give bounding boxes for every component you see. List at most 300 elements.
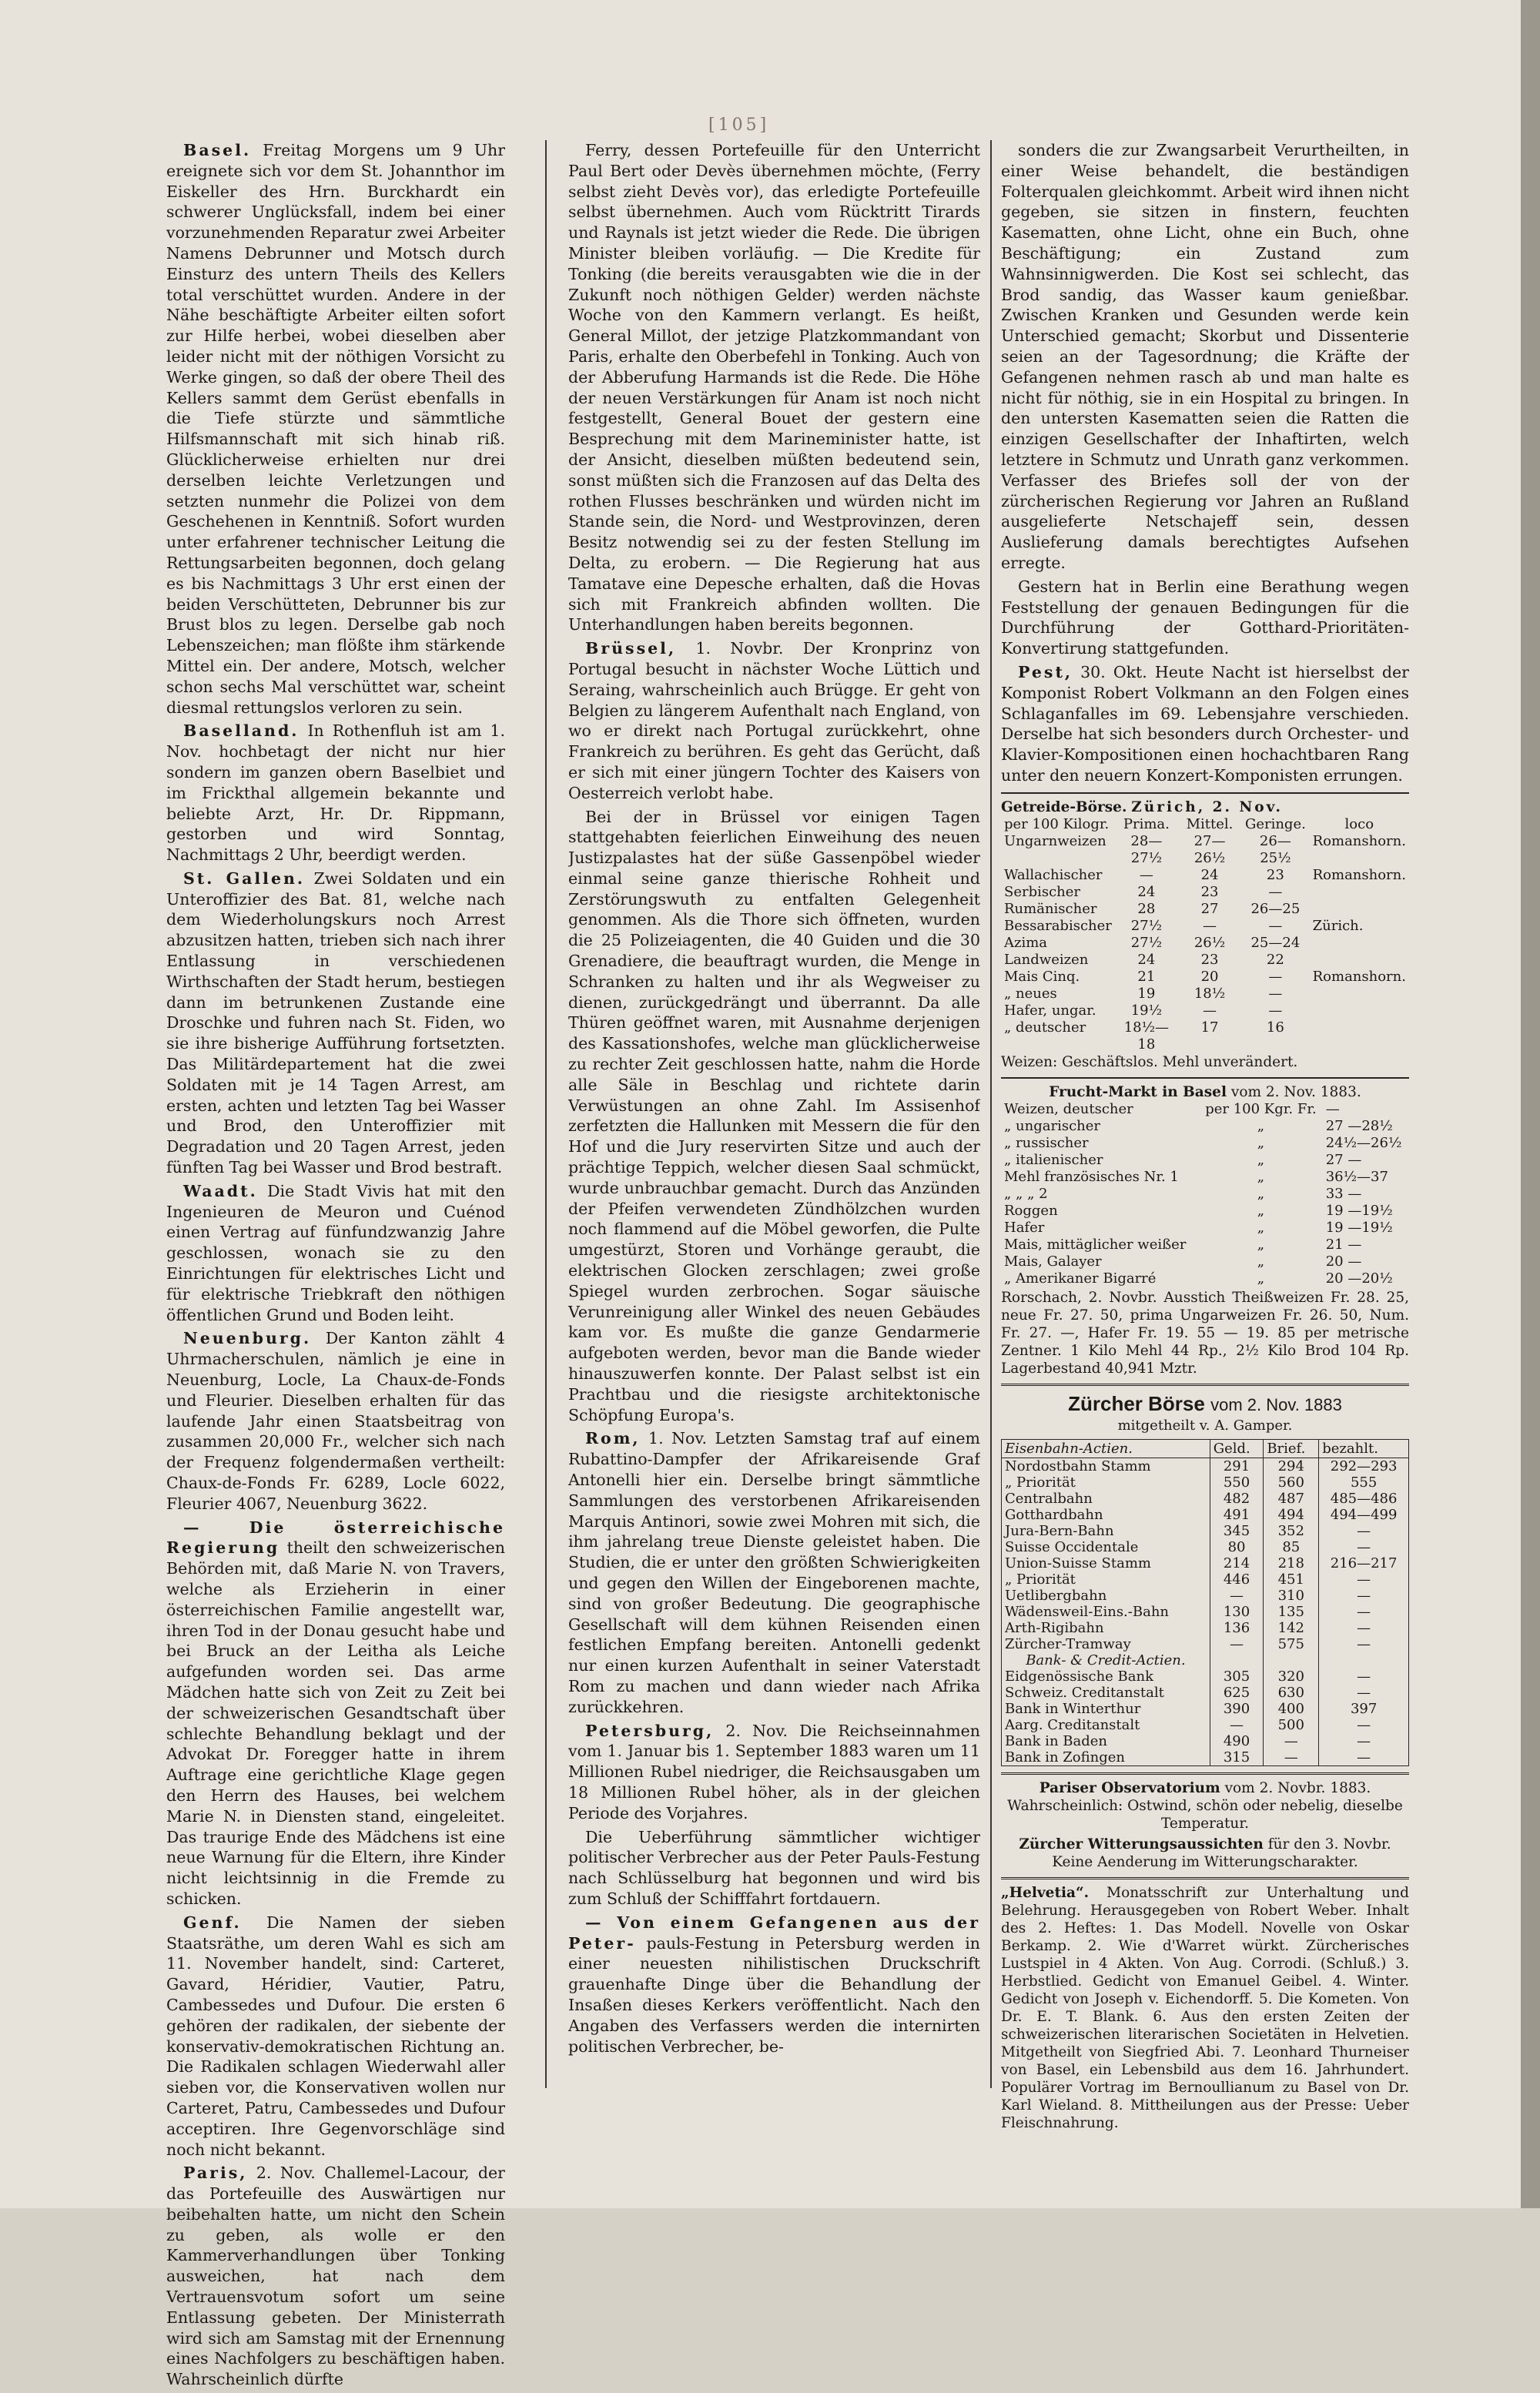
table-row [1002, 1717, 1409, 1733]
article-text: Freitag Morgens um 9 Uhr ereignete sich vor dem St. Johannthor im Eiskeller des Hrn. Burckhardt ein schwerer Unglücksfall, indem bei einer vorzunehmenden Reparatur zwei Arbeiter Namens Debrunner und Motsch durch Einsturz des untern Theils des Kellers total verschüttet wurden. Andere in der Nähe beschäftigte Arbeiter eilten sofort zur Hilfe herbei, wobei dieselben aber leider nicht mit der nöthigen Vorsicht zu Werke gingen, so daß der obere Theil des Kellers sammt dem Gerüst ebenfalls in die Tiefe stürzte und sämmtliche Hilfsmannschaft mit sich hinab riß. Glücklicherweise erhielten nur drei derselben leichte Verletzungen und setzten nunmehr die Polizei von dem Geschehenen in Kenntniß. Sofort wurden unter erfahrener technischer Leitung die Rettungsarbeiten begonnen, doch gelang es bis Nachmittags 3 Uhr erst einen der beiden Verschütteten, Debrunner bis zur Brust blos zu legen. Derselbe gab noch Lebenszeichen; man flößte ihm stärkende Mittel ein. Der andere, Motsch, welcher schon sechs Mal verschüttet war, scheint diesmal rettungslos verloren zu sein. [166, 141, 505, 717]
article-text: 2. Nov. Challemel-Lacour, der das Portefeuille des Auswärtigen nur beibehalten hatte, um nicht den Schein zu geben, als wolle er den Kammerverhandlungen über Tonking ausweichen, hat nach dem Vertrauensvotum sofort um seine Entlassung gebeten. Der Ministerrath wird sich am Samstag mit der Ernennung eines Nachfolgers zu beschäftigen haben. Wahrscheinlich dürfte [166, 2164, 505, 2389]
table-row [1001, 867, 1409, 884]
table-cell: 26—25½ [1259, 832, 1291, 866]
article-paragraph [166, 1518, 505, 1909]
table-row [1002, 1733, 1409, 1749]
table-cell: — [1264, 1749, 1319, 1766]
table-cell: Ungarnweizen [1004, 832, 1106, 849]
table-row [1002, 1685, 1409, 1701]
table-cell: „ [1257, 1253, 1265, 1270]
table-cell: Hafer, ungar. [1004, 1002, 1096, 1019]
frucht-title: Frucht-Markt in Basel [1049, 1083, 1227, 1100]
table-row [1001, 1203, 1409, 1220]
table-cell: Zürcher-Tramway [1002, 1636, 1210, 1652]
table-cell: 19 [1137, 985, 1156, 1002]
table-cell: — [1319, 1717, 1409, 1733]
table-cell: — [1210, 1588, 1264, 1604]
table-cell: 490 [1210, 1733, 1264, 1749]
table-cell: 397 [1319, 1701, 1409, 1717]
divider [1001, 1772, 1409, 1775]
table-cell: Geringe. [1244, 815, 1306, 832]
table-cell: „ [1257, 1202, 1265, 1219]
divider [1001, 1877, 1409, 1879]
table-cell: — [1139, 866, 1153, 883]
helvetia-text: Monatsschrift zur Unterhaltung und Belehrung. Herausgegeben von Robert Weber. Inhalt des 2. Heftes: 1. Das Modell. Novelle von Oskar Berkamp. 2. Wie d'Warret würkt. Zürcherisches Lustspiel in 4 Akten. Von Aug. Corrodi. (Schluß.) 3. Herbstlied. Gedicht von Emanuel Geibel. 4. Winter. Gedicht von Joseph v. Eichendorff. 5. Die Kometen. Von Dr. E. T. Blank. 6. Aus den ersten Zeiten der schweizerischen literarischen Societäten in Helvetien. Mitgetheilt von Siegfried Abi. 7. Leonhard Thurneiser von Basel, ein Lebensbild aus dem 16. Jahrhundert. Populärer Vortrag im Bernoullianum zu Basel von Dr. Karl Wieland. 8. Mittheilungen aus der Presse: Ueber Fleischnahrung. [1001, 1885, 1409, 2132]
table-cell: 575 [1264, 1636, 1319, 1652]
table-cell: 487 [1264, 1491, 1319, 1507]
table-cell: 136 [1210, 1620, 1264, 1636]
table-cell: „ [1257, 1270, 1265, 1287]
table-cell: — [1319, 1668, 1409, 1685]
table-cell: 135 [1264, 1604, 1319, 1620]
table-cell: Bank in Winterthur [1002, 1701, 1210, 1717]
page-number: [105] [708, 115, 770, 135]
table-cell: 446 [1210, 1571, 1264, 1588]
table-row [1001, 901, 1409, 918]
article-text: Bei der in Brüssel vor einigen Tagen stattgehabten feierlichen Einweihung des neuen Justizpalastes hat der süße Gassenpöbel wieder einmal seine ganze thierische Rohheit und Zerstörungswuth zu entfalten Gelegenheit genommen. Als die Thore sich öffneten, wurden die 25 Polizeiagenten, die 40 Guiden und die 30 Grenadiere, die beauftragt wurden, die Menge in Schranken zu halten und ihr als Wegweiser zu dienen, zurückgedrängt und überrannt. Da alle Thüren geöffnet waren, mit Ausnahme derjenigen des Kassationshofes, welche man glücklicherweise zu rechter Zeit geschlossen hatte, nahm die Horde alle Säle in Beschlag und richtete darin Verwüstungen an ohne Zahl. Im Assisenhof zerfetzten die Hallunken mit Messern die für den Hof und die Jury reservirten Sitze und auch der prächtige Teppich, welcher diesen Saal schmückt, wurde unbrauchbar gemacht. Durch das Anzünden der Pfeifen verwendeten Zündhölzchen wurden noch flammend auf die Möbel geworfen, die Pulte umgestürzt, Storen und Vorhänge geraubt, die elektrischen Glocken zerschlagen; zwei große Spiegel wurden zerbrochen. Sogar säuische Verunreinigung aller Winkel des neuen Gebäudes kam vor. Es mußte die ganze Gendarmerie aufgeboten werden, bevor man die Bande wieder hinauszuwerfen konnte. Der Palast selbst ist ein Prachtbau und die riesigste architektonische Schöpfung Europa's. [568, 807, 980, 1424]
table-cell: 625 [1210, 1685, 1264, 1701]
table-row [1001, 1118, 1409, 1135]
table-cell: Schweiz. Creditanstalt [1002, 1685, 1210, 1701]
table-cell: — [1319, 1604, 1409, 1620]
table-cell [1264, 1652, 1319, 1668]
table-cell: 310 [1264, 1588, 1319, 1604]
table-cell: Wädensweil-Eins.-Bahn [1002, 1604, 1210, 1620]
table-cell: 23 [1200, 883, 1219, 900]
table-cell: 23 [1266, 866, 1284, 883]
boerse-table [1001, 1439, 1409, 1766]
table-cell: Gotthardbahn [1002, 1507, 1210, 1523]
table-cell: per 100 Kgr. Fr. [1205, 1100, 1317, 1117]
table-cell: — [1268, 1002, 1283, 1019]
table-cell: „ „ „ 2 [1004, 1185, 1048, 1202]
helvetia-notice [1001, 1884, 1409, 2132]
article-paragraph [568, 140, 980, 635]
table-cell: — [1319, 1733, 1409, 1749]
table-cell: „ italienischer [1004, 1151, 1103, 1168]
table-cell: 218 [1264, 1555, 1319, 1571]
table-row [1001, 1169, 1409, 1186]
table-cell: 20 — [1325, 1253, 1362, 1270]
witterung-title: Zürcher Witterungsaussichten [1019, 1836, 1264, 1853]
table-row [1002, 1458, 1409, 1475]
table-cell: Wallachischer [1004, 866, 1103, 883]
table-row [1002, 1701, 1409, 1717]
table-cell: 550 [1210, 1474, 1264, 1491]
table-row [1002, 1474, 1409, 1491]
article-paragraph [166, 140, 505, 718]
table-row [1002, 1749, 1409, 1766]
table-row [1001, 1220, 1409, 1237]
table-cell: — [1264, 1733, 1319, 1749]
table-cell: loco [1344, 815, 1374, 832]
table-cell: — [1203, 1002, 1217, 1019]
column-3 [1001, 140, 1409, 2132]
table-cell: Mais, Galayer [1004, 1253, 1102, 1270]
article-dateline: Basel. [183, 141, 252, 159]
article-paragraph [166, 1181, 505, 1326]
section-row [1002, 1652, 1409, 1668]
table-cell: 24½—26½ [1325, 1134, 1402, 1151]
table-row [1001, 1186, 1409, 1203]
table-cell: Romanshorn. [1312, 968, 1406, 985]
table-cell: Azima [1004, 934, 1048, 951]
article-dateline: Brüssel, [585, 639, 677, 658]
table-cell: 27 —28½ [1325, 1117, 1393, 1134]
table-cell: 216—217 [1319, 1555, 1409, 1571]
table-row [1002, 1539, 1409, 1555]
table-cell: 555 [1319, 1474, 1409, 1491]
table-row [1001, 1270, 1409, 1287]
article-paragraph [166, 1328, 505, 1514]
table-row [1001, 833, 1409, 867]
table-row [1001, 816, 1409, 833]
column-header: Brief. [1264, 1440, 1319, 1458]
table-cell: — [1319, 1636, 1409, 1652]
article-dateline: — Die österreichische Regierung [166, 1518, 505, 1558]
article-dateline: Petersburg, [585, 1721, 715, 1740]
table-row [1002, 1604, 1409, 1620]
witterung-date: für den 3. Novbr. [1267, 1836, 1391, 1853]
table-cell: 85 [1264, 1539, 1319, 1555]
table-cell: Prima. [1123, 815, 1170, 832]
table-cell [1310, 952, 1409, 969]
table-cell: „ russischer [1004, 1134, 1089, 1151]
table-cell: — [1319, 1523, 1409, 1539]
article-text: In Rothenfluh ist am 1. Nov. hochbetagt der nicht nur hier sondern im ganzen obern Baselbiet und im Frickthal allgemein bekannte und beliebte Arzt, Hr. Dr. Rippmann, gestorben und wird Sonntag, Nachmittags 2 Uhr, beerdigt werden. [166, 721, 505, 865]
table-cell: 19 —19½ [1325, 1219, 1393, 1236]
article-text: pauls-Festung in Petersburg werden in einer neuesten nihilistischen Druckschrift grauenhafte Dinge über die Behandlung der Insaßen dieses Kerkers veröffentlicht. Nach den Angaben des Verfassers werden die internirten politischen Verbrecher, be- [568, 1933, 980, 2056]
article-dateline: Neuenburg. [183, 1329, 312, 1348]
table-cell [1310, 1019, 1409, 1053]
getreide-title: Getreide-Börse. [1001, 798, 1127, 815]
rorschach-report: Rorschach, 2. Novbr. Ausstich Theißweizen Fr. 28. 25, neue Fr. 27. 50, prima Ungarweizen Fr. 26. 50, Num. Fr. 27. —, Hafer Fr. 19. 55 — 19. 85 per metrische Zentner. 1 Kilo Mehl 44 Rp., 2½ Kilo Brod 104 Rp. Lagerbestand 40,941 Mztr. [1001, 1289, 1409, 1377]
table-cell: Bank in Zofingen [1002, 1749, 1210, 1766]
table-header-row [1002, 1440, 1409, 1458]
table-row [1002, 1636, 1409, 1652]
table-cell: 560 [1264, 1474, 1319, 1491]
article-dateline: St. Gallen. [183, 869, 306, 888]
table-row [1002, 1668, 1409, 1685]
table-cell: 18½ [1194, 985, 1226, 1002]
column-header: Geld. [1210, 1440, 1264, 1458]
table-cell: per 100 Kilogr. [1004, 815, 1110, 832]
article-text: Ferry, dessen Portefeuille für den Unterricht Paul Bert oder Devès übernehmen möchte, (Ferry selbst zieht Devès vor), das erledigte Portefeuille selbst übernehmen. Auch vom Rücktritt Tirards und Raynals ist jetzt wieder die Rede. Die übrigen Minister bleiben vorläufig. — Die Kredite für Tonking (die bereits verausgabten wie die in der Zukunft noch nöthigen Gelder) werden nächste Woche von den Kammern verlangt. Es heißt, General Millot, der jetzige Platzkommandant von Paris, erhalte den Oberbefehl in Tonking. Auch von der Abberufung Harmands ist die Rede. Die Höhe der neuen Verstärkungen für Anam ist noch nicht festgestellt, General Bouet der gestern eine Besprechung mit dem Marineminister hatte, ist der Ansicht, dieselben müßten bedeutend sein, sonst müßten sich die Franzosen auf das Delta des rothen Flusses beschränken und würden nicht im Stande sein, die Nord- und Westprovinzen, deren Besitz notwendig sei zu der festen Stellung im Delta, zu erobern. — Die Regierung hat aus Tamatave eine Depesche erhalten, daß die Hovas sich mit Frankreich abfinden wollten. Die Unterhandlungen haben bereits begonnen. [568, 141, 980, 634]
article-paragraph [1001, 662, 1409, 786]
table-cell: „ [1257, 1117, 1265, 1134]
table-cell: 352 [1264, 1523, 1319, 1539]
article-text: sonders die zur Zwangsarbeit Verurtheilten, in einer Weise behandelt, die beständigen Folterqualen gleichkommt. Arbeit wird ihnen nicht gegeben, sie sitzen in finstern, feuchten Kasematten, ohne Licht, ohne ein Buch, ohne Beschäftigung; ein Zustand zum Wahnsinnigwerden. Die Kost sei schlecht, das Brod sandig, das Wasser kaum genießbar. Zwischen Kranken und Gesunden werde kein Unterschied gemacht; Skorbut und Dissenterie seien an der Tagesordnung; die Kräfte der Gefangenen nehmen rasch ab und man halte es nicht für nöthig, sie in ein Hospital zu bringen. In den untersten Kasematten seien die Ratten die einzigen Gesellschafter der Inhaftirten, welch letztere in Schmutz und Unrath ganz verkommen. Verfasser des Briefes soll der von der zürcherischen Regierung vor Jahren an Rußland ausgelieferte Netschajeff sein, dessen Auslieferung damals berechtigtes Aufsehen erregte. [1001, 141, 1409, 572]
table-cell: 28 [1137, 900, 1156, 917]
table-cell: 27—26½ [1194, 832, 1226, 866]
table-cell: Suisse Occidentale [1002, 1539, 1210, 1555]
table-cell: 16 [1266, 1019, 1284, 1036]
observatorium [1001, 1779, 1409, 1871]
table-cell: „ ungarischer [1004, 1117, 1101, 1134]
table-cell: Uetlibergbahn [1002, 1588, 1210, 1604]
table-cell: 19½ [1130, 1002, 1163, 1019]
table-row [1002, 1555, 1409, 1571]
table-cell: „ neues [1004, 985, 1057, 1002]
column-header: Eisenbahn-Actien. [1002, 1440, 1210, 1458]
table-cell: Aarg. Creditanstalt [1002, 1717, 1210, 1733]
table-cell: 21 [1137, 968, 1156, 985]
table-cell: „ deutscher [1004, 1019, 1086, 1036]
divider [1001, 1384, 1409, 1386]
table-cell: „ Amerikaner Bigarré [1004, 1270, 1157, 1287]
article-dateline: Pest, [1018, 662, 1073, 681]
table-cell: — [1268, 883, 1283, 900]
table-cell: — [1268, 968, 1283, 985]
table-cell: „ Priorität [1002, 1474, 1210, 1491]
table-cell: — [1319, 1588, 1409, 1604]
table-cell: 36½—37 [1325, 1168, 1388, 1185]
article-text: theilt den schweizerischen Behörden mit, daß Marie N. von Travers, welche als Erzieherin in einer österreichischen Familie angestellt war, ihren Tod in der Donau gesucht habe und bei Bruck an der Leitha als Leiche aufgefunden worden sei. Das arme Mädchen hatte sich von Zeit zu Zeit bei der schweizerischen Gesandtschaft über schlechte Behandlung beklagt und der Advokat Dr. Foregger hatte in ihrem Auftrage eine gerichtliche Klage gegen den Herrn des Hauses, bei welchem Marie N. in Diensten stand, eingeleitet. Das traurige Ende des Mädchens ist eine neue Warnung für die Eltern, ihre Kinder nicht leichtsinnig in die Fremde zu schicken. [166, 1538, 505, 1908]
table-cell: — [1268, 917, 1283, 934]
article-text: Die Namen der sieben Staatsräthe, um deren Wahl es sich am 11. November handelt, sind: Carteret, Gavard, Héridier, Vautier, Patru, Cambessedes und Dufour. Die ersten 6 gehören der radikalen, der siebente der konservativ-demokratischen Richtung an. Die Radikalen schlagen Wiederwahl aller sieben vor, die Konservativen wollen nur Carteret, Patru, Cambessedes und Dufour acceptiren. Ihre Gegenvorschläge sind noch nicht bekannt. [166, 1913, 505, 2159]
table-cell: 630 [1264, 1685, 1319, 1701]
article-dateline: Waadt. [183, 1181, 258, 1200]
article-text: 1. Novbr. Der Kronprinz von Portugal besucht in nächster Woche Lüttich und Seraing, wahrscheinlich auch Brügge. Er geht von Belgien zu längerem Aufenthalt nach England, von wo er direkt nach Portugal zurückkehrt, ohne Frankreich zu berühren. Es geht das Gerücht, daß er sich mit einer jüngern Tochter des Kaisers von Oesterreich verlobt habe. [568, 639, 980, 802]
table-cell: 494—499 [1319, 1507, 1409, 1523]
table-cell: Union-Suisse Stamm [1002, 1555, 1210, 1571]
getreide-note: Weizen: Geschäftslos. Mehl unverändert. [1001, 1053, 1298, 1070]
table-cell: 20 —20½ [1325, 1270, 1393, 1287]
article-dateline: Genf. [183, 1913, 242, 1932]
table-cell: 25—24 [1250, 934, 1301, 951]
table-cell: 345 [1210, 1523, 1264, 1539]
table-cell: Hafer [1004, 1219, 1045, 1236]
table-cell: Zürich. [1312, 917, 1364, 934]
table-cell: 494 [1264, 1507, 1319, 1523]
table-row [1001, 952, 1409, 969]
table-cell: Mais Cinq. [1004, 968, 1080, 985]
table-cell: — [1268, 985, 1283, 1002]
table-cell: 400 [1264, 1701, 1319, 1717]
column-2 [568, 140, 980, 2060]
table-cell: — [1210, 1636, 1264, 1652]
table-cell: Centralbahn [1002, 1491, 1210, 1507]
table-cell: 292—293 [1319, 1458, 1409, 1475]
table-row [1002, 1491, 1409, 1507]
article-paragraph [1001, 140, 1409, 574]
table-cell: — [1319, 1571, 1409, 1588]
table-cell [1310, 935, 1409, 952]
table-row [1001, 1101, 1409, 1118]
table-cell: Mehl französisches Nr. 1 [1004, 1168, 1179, 1185]
table-cell: „ [1257, 1168, 1265, 1185]
table-cell [1310, 884, 1409, 901]
table-cell: 17 [1200, 1019, 1219, 1036]
frucht-date: vom 2. Nov. 1883. [1230, 1083, 1361, 1100]
table-cell: 130 [1210, 1604, 1264, 1620]
article-paragraph [166, 721, 505, 865]
table-cell [1310, 1002, 1409, 1019]
table-cell: Landweizen [1004, 951, 1089, 968]
table-cell: Mittel. [1186, 815, 1234, 832]
table-cell: Serbischer [1004, 883, 1081, 900]
table-cell: — [1319, 1749, 1409, 1766]
table-cell: 451 [1264, 1571, 1319, 1588]
table-cell: „ [1257, 1236, 1265, 1253]
table-cell: Bank in Baden [1002, 1733, 1210, 1749]
table-cell: 22 [1266, 951, 1284, 968]
article-dateline: Baselland. [183, 721, 300, 741]
table-cell: 27½ [1130, 917, 1163, 934]
table-row [1002, 1588, 1409, 1604]
table-cell: 26½ [1194, 934, 1226, 951]
table-cell: 485—486 [1319, 1491, 1409, 1507]
table-row [1002, 1507, 1409, 1523]
table-cell: — [1203, 917, 1217, 934]
table-cell: 21 — [1325, 1236, 1362, 1253]
table-cell: Weizen, deutscher [1004, 1100, 1133, 1117]
table-cell: 305 [1210, 1668, 1264, 1685]
table-row [1001, 1237, 1409, 1253]
article-text: Die Stadt Vivis hat mit den Ingenieuren de Meuron und Cuénod einen Vertrag auf fünfundzwanzig Jahre geschlossen, wonach sie zu den Einrichtungen für elektrisches Licht und für elektrische Triebkraft den nöthigen öffentlichen Grund und Boden leiht. [166, 1181, 505, 1324]
table-cell [1310, 901, 1409, 918]
table-row [1002, 1620, 1409, 1636]
column-rule [545, 140, 547, 2088]
column-3-articles [1001, 140, 1409, 786]
table-row [1002, 1523, 1409, 1539]
table-cell: 482 [1210, 1491, 1264, 1507]
table-cell: 26—25 [1250, 900, 1301, 917]
table-cell: 23 [1200, 951, 1219, 968]
table-cell: 19 —19½ [1325, 1202, 1393, 1219]
article-paragraph [166, 2163, 505, 2390]
getreide-place-date: Zürich, 2. Nov. [1131, 798, 1283, 815]
article-text: Gestern hat in Berlin eine Berathung wegen Feststellung der genauen Bedingungen für die Durchführung der Gotthard-Prioritäten-Konvertirung stattgefunden. [1001, 577, 1409, 658]
article-paragraph [568, 638, 980, 803]
article-paragraph [568, 807, 980, 1426]
article-paragraph [568, 1827, 980, 1909]
table-cell: Nordostbahn Stamm [1002, 1458, 1210, 1475]
table-row [1001, 1152, 1409, 1169]
getreide-boerse [1001, 798, 1409, 1071]
table-cell: — [1319, 1620, 1409, 1636]
table-row [1001, 1135, 1409, 1152]
table-cell: 27½ [1130, 934, 1163, 951]
article-text: Die Ueberführung sämmtlicher wichtiger politischer Verbrecher aus der Peter Pauls-Festung nach Schlüsselburg hat begonnen und wird bis zum Schluß der Schifffahrt fortdauern. [568, 1827, 980, 1908]
boerse-date: vom 2. Nov. 1883 [1210, 1394, 1342, 1414]
table-cell: Romanshorn. [1312, 832, 1406, 849]
article-text: 1. Nov. Letzten Samstag traf auf einem Rubattino-Dampfer der Afrikareisende Graf Antonelli hier ein. Derselbe bringt sämmtliche Sammlungen des verstorbenen Afrikareisenden Marquis Antinori, sowie zwei Mohren mit sich, die ihm jahrelang treue Dienste geleistet haben. Die Studien, die er unter den größten Schwierigkeiten und gegen den Willen der Eingeborenen machte, sind von großer Bedeutung. Die geographische Gesellschaft will dem kühnen Reisenden einen festlichen Empfang bereiten. Antonelli gedenkt nur einen kurzen Aufenthalt in seiner Vaterstadt Rom zu machen und dann wieder nach Afrika zurückkehren. [568, 1429, 980, 1716]
column-header: bezahlt. [1319, 1440, 1409, 1458]
table-cell: „ [1257, 1219, 1265, 1236]
table-cell: 27 — [1325, 1151, 1362, 1168]
table-cell: 33 — [1325, 1185, 1362, 1202]
table-cell: 27 [1200, 900, 1219, 917]
table-row [1002, 1571, 1409, 1588]
table-cell [1319, 1652, 1409, 1668]
observatorium-text: Wahrscheinlich: Ostwind, schön oder nebelig, dieselbe Temperatur. [1007, 1798, 1403, 1832]
table-cell: Bessarabischer [1004, 917, 1112, 934]
table-cell: — [1210, 1717, 1264, 1733]
table-cell: Arth-Rigibahn [1002, 1620, 1210, 1636]
article-paragraph [568, 1428, 980, 1717]
bank-section-label: Bank- & Credit-Actien. [1002, 1652, 1210, 1668]
table-cell: Romanshorn. [1312, 866, 1406, 883]
article-text: 30. Okt. Heute Nacht ist hierselbst der Komponist Robert Volkmann an den Folgen eines Schlaganfalles im 69. Lebensjahre verschieden. Derselbe hat sich besonders durch Orchester- und Klavier-Kompositionen einen hochachtbaren Rang unter den neuern Konzert-Komponisten errungen. [1001, 662, 1409, 785]
table-cell [1210, 1652, 1264, 1668]
table-row [1001, 1002, 1409, 1019]
table-cell: 80 [1210, 1539, 1264, 1555]
table-cell: 24 [1137, 883, 1156, 900]
table-cell: „ Priorität [1002, 1571, 1210, 1588]
article-dateline: Paris, [183, 2164, 248, 2183]
table-cell: „ [1257, 1151, 1265, 1168]
article-paragraph [1001, 577, 1409, 659]
table-row [1001, 918, 1409, 935]
divider [1001, 792, 1409, 794]
column-rule [990, 140, 992, 2088]
article-paragraph [166, 1913, 505, 2160]
table-cell: Mais, mittäglicher weißer [1004, 1236, 1187, 1253]
table-cell: 28—27½ [1130, 832, 1163, 866]
table-cell: Rumänischer [1004, 900, 1097, 917]
table-cell: 214 [1210, 1555, 1264, 1571]
table-cell: „ [1257, 1134, 1265, 1151]
getreide-table [1001, 816, 1409, 1053]
table-row [1001, 969, 1409, 986]
divider [1001, 1077, 1409, 1079]
table-cell: 24 [1200, 866, 1219, 883]
helvetia-title: „Helvetia“. [1001, 1885, 1090, 1902]
article-paragraph [166, 869, 505, 1178]
frucht-table [1001, 1101, 1409, 1287]
frucht-markt [1001, 1083, 1409, 1377]
table-cell: „ [1257, 1185, 1265, 1202]
table-row [1001, 1253, 1409, 1270]
table-cell: 291 [1210, 1458, 1264, 1475]
table-cell: Roggen [1004, 1202, 1058, 1219]
table-cell: 320 [1264, 1668, 1319, 1685]
table-cell: — [1319, 1539, 1409, 1555]
witterung-text: Keine Aenderung im Witterungscharakter. [1052, 1854, 1358, 1871]
table-cell: 142 [1264, 1620, 1319, 1636]
table-cell: 20 [1200, 968, 1219, 985]
article-dateline: Rom, [585, 1429, 641, 1448]
table-cell: — [1325, 1100, 1340, 1117]
article-dateline: — Von einem Gefangenen aus der Peter- [568, 1913, 980, 1953]
table-cell: 491 [1210, 1507, 1264, 1523]
column-1 [166, 140, 505, 2393]
observatorium-date: vom 2. Novbr. 1883. [1224, 1780, 1371, 1797]
article-text: Zwei Soldaten und ein Unteroffizier des Bat. 81, welche nach dem Wiederholungskurs noch Arrest abzusitzen hatten, trieben sich nach ihrer Entlassung in verschiedenen Wirthschaften der Stadt herum, bestiegen dann im betrunkenen Zustande eine Droschke und fuhren nach St. Fiden, wo sie ihre bisherige Aufführung fortsetzten. Das Militärdepartement hat die zwei Soldaten mit je 14 Tagen Arrest, am ersten, achten und letzten Tag bei Wasser und Brod, den Unteroffizier mit Degradation und 20 Tagen Arrest, jeden fünften Tag bei Wasser und Brod bestraft. [166, 869, 505, 1177]
article-text: Der Kanton zählt 4 Uhrmacherschulen, nämlich je eine in Neuenburg, Locle, La Chaux-de-Fonds und Fleurier. Dieselben erhalten für das laufende Jahr einen Staatsbeitrag von zusammen 20,000 Fr., welcher sich nach der Frequenz folgendermaßen vertheilt: Chaux-de-Fonds Fr. 6289, Locle 6022, Fleurier 4067, Neuenburg 3622. [166, 1329, 505, 1513]
table-row [1001, 1019, 1409, 1053]
table-cell: Eidgenössische Bank [1002, 1668, 1210, 1685]
table-cell: 294 [1264, 1458, 1319, 1475]
table-cell: 390 [1210, 1701, 1264, 1717]
table-cell [1310, 986, 1409, 1002]
boerse-by: mitgetheilt v. A. Gamper. [1117, 1417, 1293, 1434]
table-row [1001, 986, 1409, 1002]
table-cell: 500 [1264, 1717, 1319, 1733]
table-row [1001, 935, 1409, 952]
table-cell: 24 [1137, 951, 1156, 968]
page-edge [1521, 0, 1540, 2208]
article-paragraph [568, 1913, 980, 2057]
article-paragraph [568, 1721, 980, 1824]
table-cell: 18½—18 [1123, 1019, 1170, 1053]
boerse-title: Zürcher Börse [1068, 1391, 1205, 1415]
article-text: 2. Nov. Die Reichseinnahmen vom 1. Januar bis 1. September 1883 waren um 11 Millionen Rubel niedriger, die Reichsausgaben um 18 Millionen Rubel höher, als in der gleichen Periode des Vorjahres. [568, 1721, 980, 1822]
observatorium-title: Pariser Observatorium [1039, 1780, 1220, 1797]
table-cell: 315 [1210, 1749, 1264, 1766]
table-cell: — [1319, 1685, 1409, 1701]
